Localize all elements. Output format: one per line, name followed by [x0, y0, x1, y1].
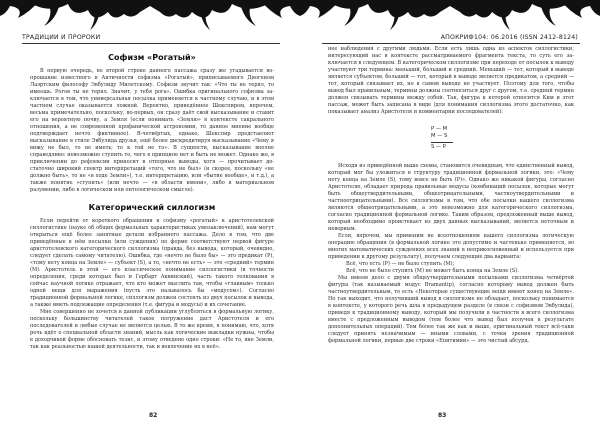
paragraph: Исходя из приведённой выше схемы, становится очевидным, что единственный вывод, который мог бы уложиться в структуру традиционной формальной логики, это: «Чему нету конца на Земле (S), тому вовсе не быть (P)». Однако же никакой фигуры, согласно Аристотелю, обладает природа правильные модусы (комбинаций посылок, которые могут быть общеутвердительными, общеотрицательными, частноутвердительными и частноотрицательными). Все силлогизмы в том, что обе посылки нашего силлогизма являются общеотрицательными, а это невозможно для категорического силлогизма, согласно традиционной формальной логике. Таким образом, предложенный выше вывод, который необходимо проистекает из двух данных высказываний, является неточным и неверным.	[328, 163, 574, 233]
example-line: Всё, что не было ступить (M) не может быть конца на Земле (S).	[346, 268, 519, 275]
paragraph: Мы имеем дело с двумя общеутвердительными посылками силлогизма четвёртой фигуры (так называемый модус Bramantip), согласно которому вывод должен быть частноутвердительным, то есть «Некоторые существующие вещи имеют конец на Земле». Но так выходит, что получивший вывод в силлогизме не обладает, поскольку понимается в контексте, у которого речь шла в предыдущем разделе (в связи с софизмом Эвбулида), приведя к традиционному выводу, который мы получили в частности в всего силлогизма вместе с предложенным выводом (тем более что вывод был получен в результате дополнительных операций). Тем более так же как и выше, оригинальный текст всё-таки следует принять незначимым — иными словами, с точки зрения традиционной формальной логики, первые две строки «Епитимии» — это чистый абсурд.	[328, 275, 574, 345]
thorn-ornament-right-icon	[300, 0, 600, 32]
page-number: 82	[149, 412, 158, 419]
paragraph: Если перейти от короткого обращения к софизму «рогатый» к аристотелевской силлогистике (науке об общих формальных характеристиках умозаключений), нам могут открыться ещё более занятные детали избранного пассажа. Дело в том, что две приведённые в нём посылки (или суждения) по форме соответствуют первой фигуре аристотелевского категорического силлогизма (правда, без вывода, который, очевидно, следует сделать самому читателю). Ошибка, где «нечто не было бы» — это предикат (P), «тому нету конца на Земле» — субъект (S), а то, «нечто не есть» — это «средний» термин (M). Аристотель в этой — его классическое понимание силлогистики (в точности определения, среди которых был и Гербарт Аквинский), часть такого толкования в сейчас научной логике отражает, что кто может мыслить так, чтобы «главным» только одной вещи для выражения (пусть это называлось бы «модусом»). Согласно традиционной формальной логике, силлогизм должен состоять из двух посылок и вывода, а также иметь подлежащие определения (т.е. фигура и модусы) и их сочетание.	[30, 218, 274, 308]
paragraph: Если, впрочем, мы применим не всеотношениям нашего силлогизма логическую операцию обращения (в формальной логике это допустимо и частенько применяется, во многих математических суждениях всех знаний в неприкосновенный и используется при приведении к другому результату), получаем следующие два варианта:	[328, 233, 574, 261]
conclusion-rule	[431, 142, 453, 143]
syllogism-diagram	[431, 126, 471, 151]
running-header: ТРАДИЦИИ И ПРОРОКИ	[22, 34, 101, 41]
page-number: 83	[438, 412, 447, 419]
running-header: АПОКРИФ104: 06.2016 (ISSN 2412-8124)	[440, 34, 578, 41]
header-rule	[322, 43, 580, 44]
major-premise: P — M	[431, 126, 448, 132]
right-page-body	[328, 46, 574, 345]
conclusion: S — P	[431, 143, 446, 150]
left-page-body	[30, 50, 274, 351]
header-rule	[22, 43, 280, 44]
section-heading: Софизм «Рогатый»	[108, 53, 196, 62]
paragraph: Мне совершенно не хочется в данной публикации углубляться в формальную логику, поскольку большинству читателей такое погружение даст Аристотеля и его последователей и любые случае не является целью. В то же время, я понимаю, что, хотя речь идёт о специальной области знаний, мысль как логические выкладки нужны, чтобы в доходчивой форме обосновать тезис, и этому отведено одно строки: «Не то, вне Земли, так как реальностью нашей деятельности, так и вовлечение их в неё».	[30, 309, 274, 350]
minor-premise: M — S	[431, 133, 448, 140]
paragraph: нее наблюдения с другими людьми. Если есть лишь одна из аспектов силлогистики, интересующий нас в контексте рассматриваемого фрагмента текста, то суть его заключается в следующем. В категорическом силлогизме при переходе от посылок к выводу участвуют три термина: меньший, больший и средний. Меньший — тот, который в выводе является субъектом, больший — тот, который в выводе является предикатом, а средний — тот, который связывает их, но в самом выводе не участвует. Поэтому для того, чтобы вывод был правильным, термины должны соотноситься друг с другом, т.е. средний термин должен связывать термины между собой. Так, фигура к которой относится Ким и этот пассаж, может быть записана в виде (для понимания силлогизма этого достаточно, как показывает анализ Аристотеля и комментарии последователей):	[328, 46, 574, 115]
paragraph: В первую очередь, во второй строке данного пассажа сразу же угадывается вопрошание известного в Античности софизма «Рогатый», приписываемого Диогеном Лаэртским философу Эвбулиду Милетскому. Софизм звучит так: «Что ты не терял, то имеешь. Рогов ты не терял. Значит, у тебя рога». Ошибка оригинального софизма заключается в том, что универсальная посылка применяется к частному случаю, и в этом частном случае оказывается ложной. Вероятно, приведённое Шекспиром, впрочем, весьма примечательно, поскольку, во-первых, он сразу даёт свой высказывание и ставит его на вероятную почву, а Земля (если понимать «Землю» в контексте сакрального отношения, а не современной профанической астрономии, то данное мнение вообще подтверждает нечто фиктивное). В-четвёртых, однако, Шекспир представляет высказывание в стиле Эвбулида друзья, ещё более дискредитируя высказывание «Чему я вижу не был, то не иметь; то к той не то». В сущности, высказывание вполне справедливо: невозможно ступить то, чего в принципе нет и быть не может. Однако же, в приключении до рефлексии приносит в отпорные выводы, хотя — прочитывает достаточно широкий спектр интерпретаций «того, что не был» (и скорее, поскольку «не должно быть», то не «в ходе Земли»), т.е. интерпретацию, или «бытие вообще», и т.д.), а также понятие «ступить» (или нечто — «в области имени», либо в материальном разумении, либо в логическом или онтологическом смысле).	[30, 68, 274, 193]
thorn-ornament-left-icon	[0, 0, 300, 32]
example-line: Всё, что есть (P) — не было ступить (M);	[346, 261, 455, 268]
section-heading: Категорический силлогизм	[88, 203, 216, 212]
right-page	[300, 0, 600, 424]
